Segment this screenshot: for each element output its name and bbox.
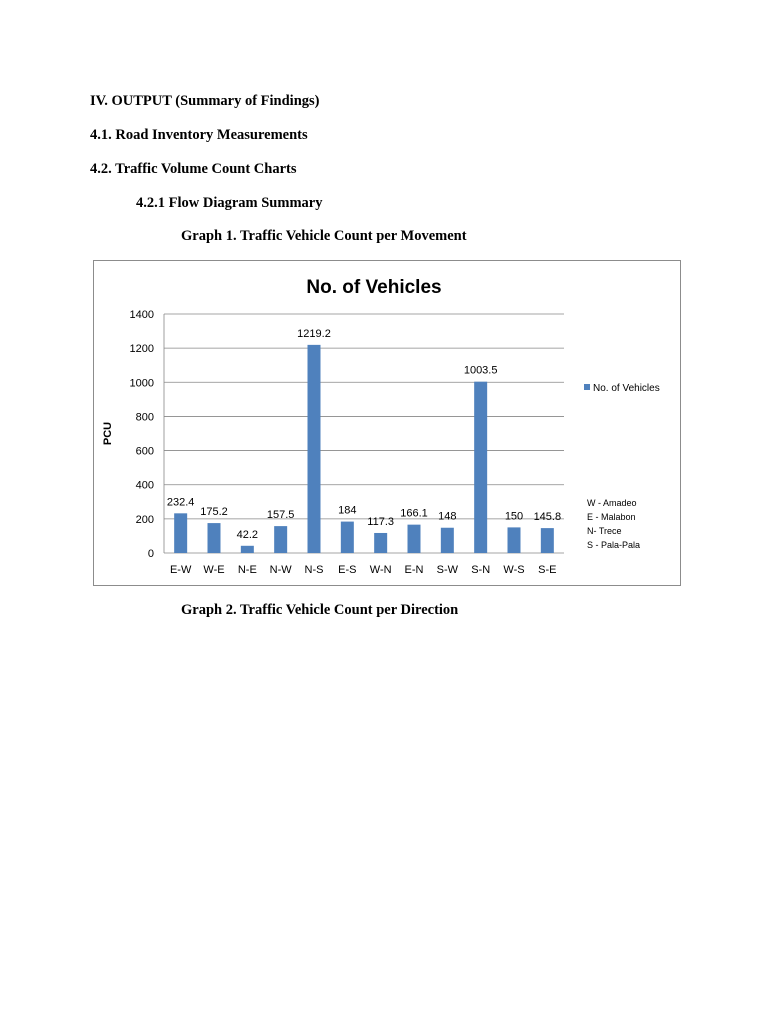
- x-tick-label: N-E: [237, 564, 257, 576]
- y-tick-label: 1400: [129, 309, 154, 321]
- x-tick-label: W-S: [503, 564, 525, 576]
- heading-output: IV. OUTPUT (Summary of Findings): [90, 93, 320, 109]
- bar-chart: [93, 260, 681, 586]
- bar-w-s: [508, 527, 521, 553]
- data-label: 150: [504, 510, 524, 523]
- x-tick-label: S-N: [471, 564, 491, 576]
- y-tick-label: 800: [135, 411, 154, 424]
- data-label: 175.2: [200, 506, 228, 519]
- y-tick-label: 1200: [129, 343, 154, 356]
- x-tick-label: E-W: [169, 564, 192, 576]
- data-label: 1219.2: [297, 327, 331, 340]
- bar-w-e: [208, 523, 221, 553]
- x-tick-label: S-E: [538, 564, 557, 576]
- bar-n-e: [241, 546, 254, 553]
- heading-flow-diagram: 4.2.1 Flow Diagram Summary: [136, 195, 323, 211]
- y-tick-label: 200: [135, 513, 154, 526]
- bar-n-s: [308, 345, 321, 553]
- data-label: 166.1: [400, 507, 428, 520]
- data-label: 145.8: [533, 511, 562, 524]
- bar-s-w: [441, 528, 454, 553]
- bar-e-s: [341, 522, 354, 553]
- y-tick-label: 1000: [129, 377, 154, 390]
- annotation-line: N- Trece: [587, 526, 622, 536]
- x-tick-label: E-S: [338, 564, 357, 576]
- bar-s-e: [541, 528, 554, 553]
- legend-swatch: [584, 384, 590, 390]
- legend-label: No. of Vehicles: [593, 383, 660, 394]
- y-axis-label: PCU: [102, 421, 114, 446]
- data-label: 184: [338, 504, 357, 517]
- bar-n-w: [274, 526, 287, 553]
- bar-s-n: [474, 382, 487, 553]
- x-tick-label: S-W: [436, 564, 459, 576]
- chart-title: No. of Vehicles: [306, 277, 442, 298]
- annotation-line: W - Amadeo: [587, 498, 637, 508]
- graph2-caption: Graph 2. Traffic Vehicle Count per Direction: [181, 602, 459, 618]
- x-tick-label: N-S: [304, 564, 324, 576]
- bar-e-n: [408, 525, 421, 553]
- x-tick-label: W-E: [203, 564, 225, 576]
- x-tick-label: N-W: [269, 564, 292, 576]
- data-label: 1003.5: [463, 364, 498, 377]
- y-tick-label: 400: [135, 479, 154, 492]
- heading-road-inventory: 4.1. Road Inventory Measurements: [90, 127, 308, 143]
- heading-traffic-volume: 4.2. Traffic Volume Count Charts: [90, 161, 297, 177]
- data-label: 148: [438, 510, 457, 523]
- annotation-line: E - Malabon: [587, 512, 636, 522]
- chart-canvas: [94, 261, 682, 587]
- bar-e-w: [174, 513, 187, 553]
- annotation-line: S - Pala-Pala: [587, 540, 641, 550]
- x-tick-label: W-N: [369, 564, 392, 576]
- data-label: 117.3: [367, 515, 395, 528]
- y-tick-label: 0: [147, 548, 154, 560]
- bar-w-n: [374, 533, 387, 553]
- x-tick-label: E-N: [404, 564, 424, 576]
- data-label: 157.5: [266, 509, 295, 522]
- data-label: 232.4: [166, 496, 195, 509]
- graph1-caption: Graph 1. Traffic Vehicle Count per Movement: [181, 228, 467, 244]
- y-tick-label: 600: [135, 445, 154, 458]
- data-label: 42.2: [236, 528, 259, 541]
